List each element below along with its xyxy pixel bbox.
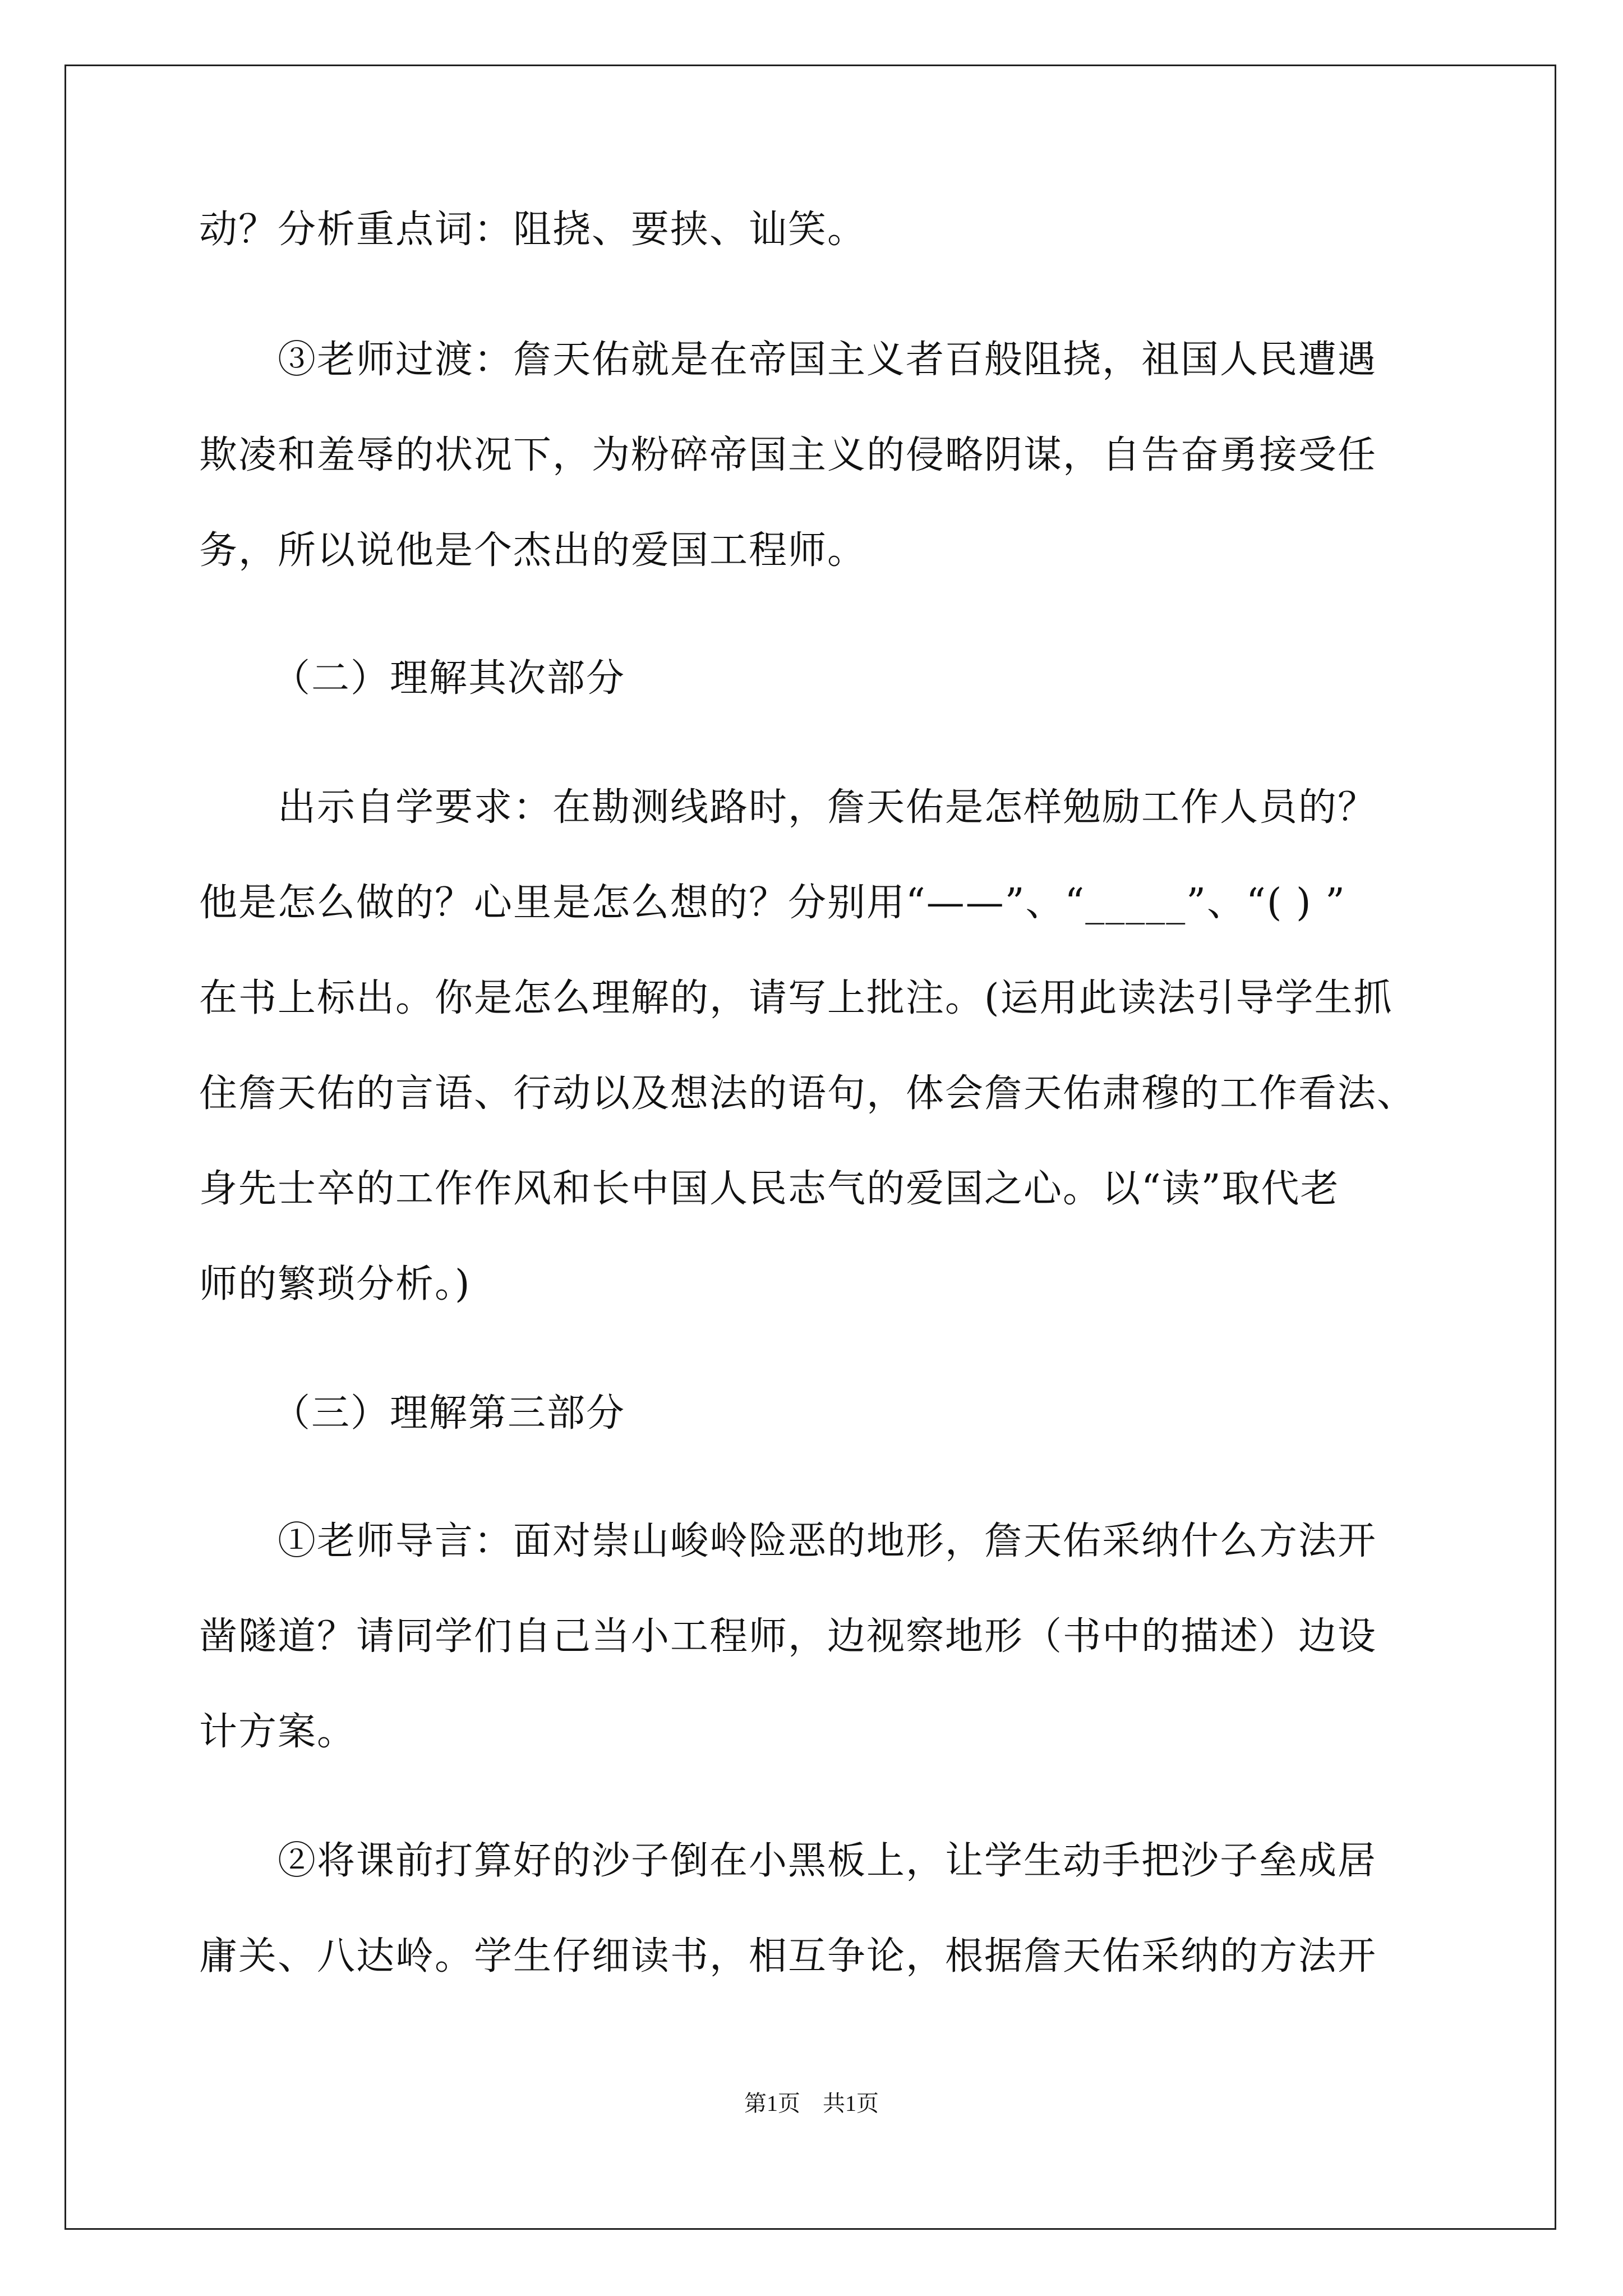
- paragraph-line: 欺凌和羞辱的状况下，为粉碎帝国主义的侵略阴谋，自告奋勇接受任: [199, 433, 1377, 477]
- paragraph-line: 住詹天佑的言语、行动以及想法的语句，体会詹天佑肃穆的工作看法、: [199, 1071, 1417, 1116]
- page-footer: 第1页 共1页: [744, 2091, 879, 2116]
- paragraph-line: 出示自学要求：在勘测线路时，詹天佑是怎样勉励工作人员的？: [278, 785, 1377, 830]
- paragraph-line: 庸关、八达岭。学生仔细读书，相互争论，根据詹天佑采纳的方法开: [199, 1934, 1377, 1978]
- paragraph-line: 他是怎么做的？心里是怎么想的？分别用“——”、“_____”、“( ) ”: [199, 881, 1346, 925]
- paragraph-line: 务，所以说他是个杰出的爱国工程师。: [199, 528, 867, 573]
- paragraph-line: 身先士卒的工作作风和长中国人民志气的爱国之心。以“读”取代老: [199, 1167, 1340, 1211]
- paragraph-line: ①老师导言：面对崇山峻岭险恶的地形，詹天佑采纳什么方法开: [278, 1519, 1377, 1563]
- paragraph-line: 在书上标出。你是怎么理解的，请写上批注。(运用此读法引导学生抓: [199, 976, 1393, 1020]
- paragraph-line: 计方案。: [199, 1710, 357, 1754]
- paragraph-line: ②将课前打算好的沙子倒在小黑板上，让学生动手把沙子垒成居: [278, 1839, 1377, 1883]
- section-heading: （二）理解其次部分: [272, 656, 626, 701]
- paragraph-line: 凿隧道？请同学们自己当小工程师，边视察地形（书中的描述）边设: [199, 1614, 1377, 1659]
- paragraph-line: ③老师过渡：詹天佑就是在帝国主义者百般阻挠，祖国人民遭遇: [278, 338, 1377, 382]
- paragraph-line: 师的繁琐分析。): [199, 1262, 471, 1306]
- page-border: [64, 65, 1556, 2230]
- section-heading: （三）理解第三部分: [272, 1391, 626, 1435]
- paragraph-line: 动？分析重点词：阻挠、要挟、讪笑。: [199, 208, 867, 252]
